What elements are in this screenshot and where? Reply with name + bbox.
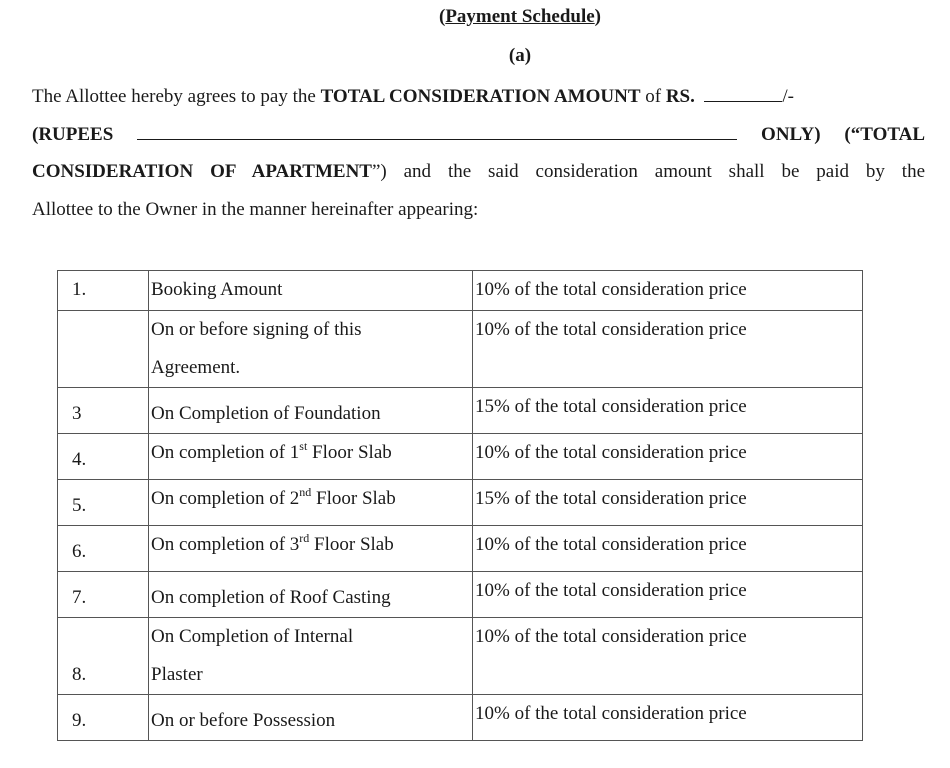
paragraph-line-2: (RUPEES ONLY) (“TOTAL: [32, 123, 925, 145]
amount-cell: 15% of the total consideration price: [473, 480, 863, 526]
stage-cell: On completion of 3rd Floor Slab: [149, 526, 473, 572]
agreement-paragraph: [32, 78, 925, 228]
row-number: 9.: [58, 695, 149, 741]
row-number: 7.: [58, 572, 149, 618]
table-row: [58, 526, 863, 572]
amount-blank: [704, 86, 782, 102]
stage-cell: On completion of 2nd Floor Slab: [149, 480, 473, 526]
paragraph-line-1: The Allottee hereby agrees to pay the TOTAL CONSIDERATION AMOUNT of RS. /-: [32, 86, 794, 107]
table-row: [58, 480, 863, 526]
stage-cell: On or before Possession: [149, 695, 473, 741]
paragraph-line-3: CONSIDERATION OF APARTMENT”) and the said consideration amount shall be paid by the: [32, 161, 926, 182]
table-row: [58, 271, 863, 311]
stage-cell: On completion of Roof Casting: [149, 572, 473, 618]
amount-cell: 10% of the total consideration price: [473, 311, 863, 388]
table-row: [58, 695, 863, 741]
table-row: [58, 572, 863, 618]
payment-schedule-table: [57, 270, 863, 741]
amount-cell: 10% of the total consideration price: [473, 526, 863, 572]
table-row: [58, 434, 863, 480]
table-row: [58, 388, 863, 434]
table-row: [58, 311, 863, 388]
stage-cell: On or before signing of this Agreement.: [149, 311, 473, 388]
stage-cell: On completion of 1st Floor Slab: [149, 434, 473, 480]
table-row: [58, 618, 863, 695]
stage-cell: Booking Amount: [149, 271, 473, 311]
row-number: 5.: [58, 480, 149, 526]
row-number: 4.: [58, 434, 149, 480]
amount-cell: 10% of the total consideration price: [473, 695, 863, 741]
amount-cell: 10% of the total consideration price: [473, 271, 863, 311]
paragraph-line-4: Allottee to the Owner in the manner hereinafter appearing:: [32, 198, 479, 220]
rupees-blank: [137, 124, 737, 140]
row-number: 1.: [58, 271, 149, 311]
stage-cell: On Completion of Internal Plaster: [149, 618, 473, 695]
page-title-text: Payment Schedule: [445, 6, 595, 27]
section-label: (a): [508, 45, 532, 66]
stage-cell: On Completion of Foundation: [149, 388, 473, 434]
page-title: (Payment Schedule): [438, 6, 601, 27]
row-number: [58, 311, 149, 388]
amount-cell: 10% of the total consideration price: [473, 618, 863, 695]
amount-cell: 15% of the total consideration price: [473, 388, 863, 434]
amount-cell: 10% of the total consideration price: [473, 434, 863, 480]
amount-cell: 10% of the total consideration price: [473, 572, 863, 618]
row-number: 3: [58, 388, 149, 434]
row-number: 8.: [58, 618, 149, 695]
row-number: 6.: [58, 526, 149, 572]
